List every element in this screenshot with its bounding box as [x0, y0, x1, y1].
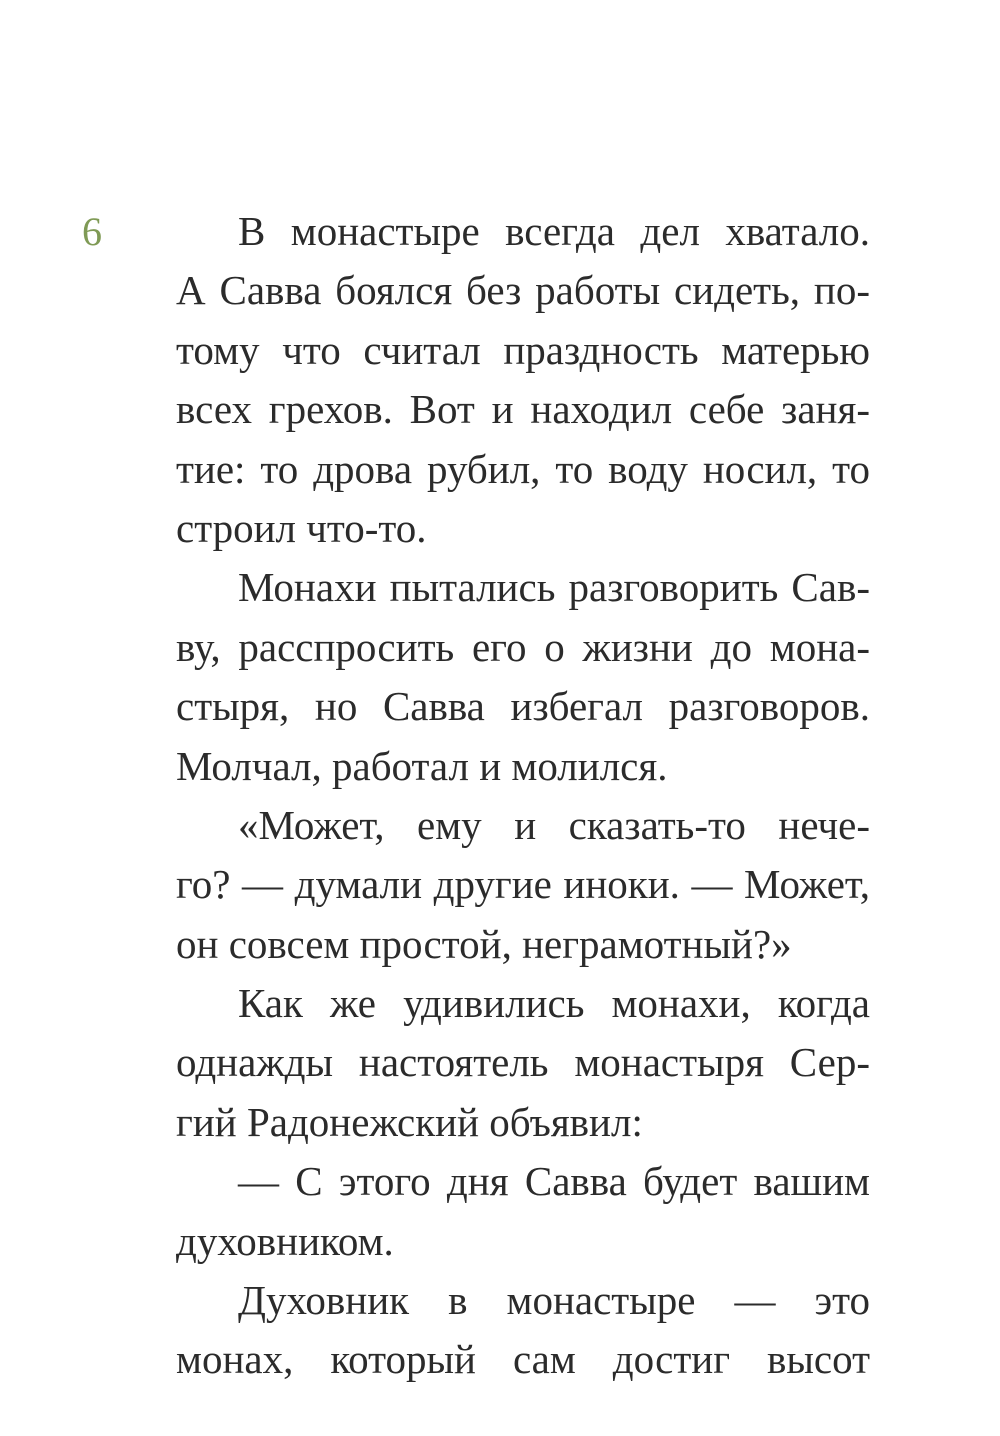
- page-number: 6: [82, 209, 102, 254]
- text-line: монах, который сам достиг высот: [176, 1336, 870, 1383]
- text-line: В монастыре всегда дел хватало.: [238, 208, 870, 254]
- text-line: А Савва боялся без работы сидеть, по-: [176, 267, 870, 314]
- text-line: всех грехов. Вот и находил себе заня-: [176, 386, 870, 433]
- text-line: ву, расспросить его о жизни до мона-: [176, 623, 870, 670]
- text-line: он совсем простой, неграмотный?»: [176, 920, 792, 967]
- text-line: тому что считал праздность матерью: [176, 326, 870, 373]
- text-line: стыря, но Савва избегал разговоров.: [176, 683, 870, 730]
- text-line: духовником.: [176, 1217, 394, 1264]
- text-line: «Может, ему и сказать-то нече-: [238, 801, 870, 848]
- text-line: гий Радонежский объявил:: [176, 1098, 643, 1145]
- text-line: го? — думали другие иноки. — Может,: [176, 861, 870, 908]
- text-line: тие: то дрова рубил, то воду носил, то: [176, 445, 870, 492]
- text-line: однажды настоятель монастыря Сер-: [176, 1039, 870, 1086]
- text-line: Как же удивились монахи, когда: [238, 980, 870, 1027]
- text-line: Монахи пытались разговорить Сав-: [238, 564, 870, 611]
- text-line: Молчал, работал и молился.: [176, 742, 668, 789]
- text-line: строил что-то.: [176, 504, 427, 551]
- text-line: Духовник в монастыре — это: [238, 1277, 870, 1324]
- text-line: — С этого дня Савва будет вашим: [238, 1158, 870, 1205]
- body-text: [176, 202, 870, 1390]
